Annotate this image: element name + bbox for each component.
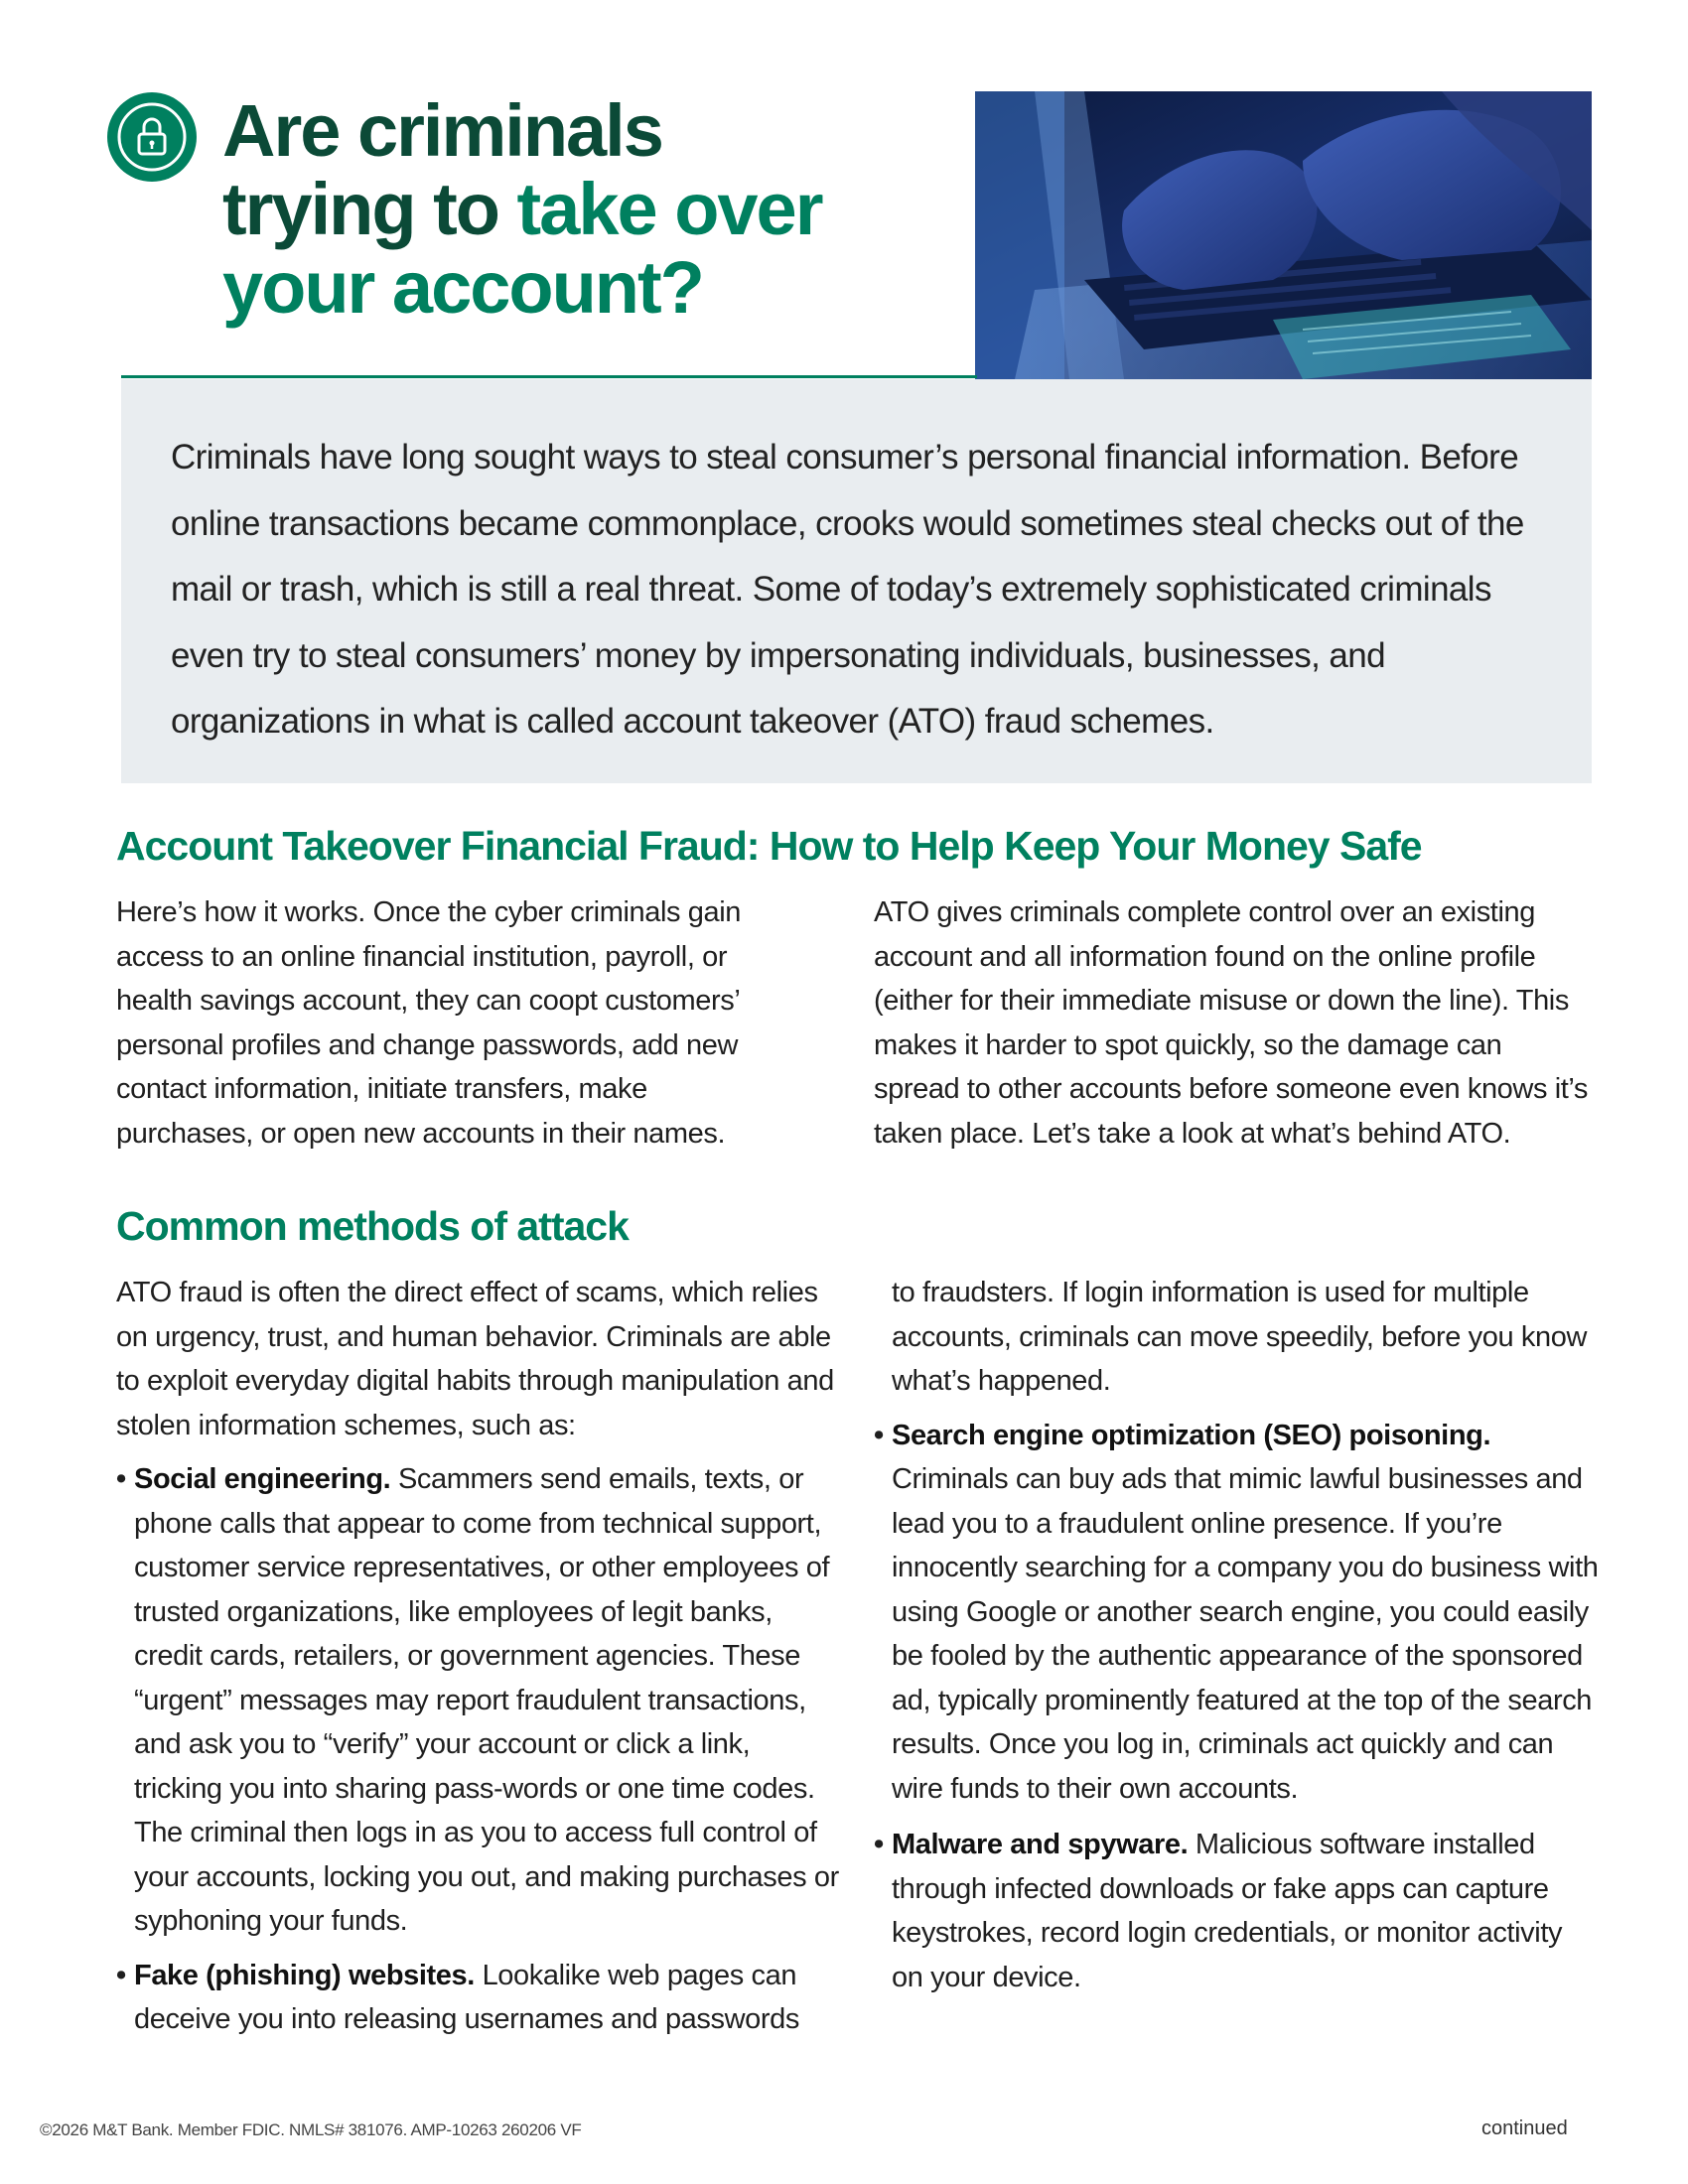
- footer-legal: ©2026 M&T Bank. Member FDIC. NMLS# 381076. AMP-10263 260206 VF: [40, 2120, 582, 2139]
- intro-text: Criminals have long sought ways to steal consumer’s personal financial information. Before online transactions became commonplace, crooks would sometimes steal checks out of the mail or trash, which is still a real threat. Some of today’s extremely sophisticated criminals even try to steal consumers’ money by impersonating individuals, businesses, and organizations in what is called account takeover (ATO) fraud schemes.: [171, 438, 1524, 741]
- bullet-title: Social engineering.: [134, 1463, 391, 1495]
- section1-column-right: [874, 890, 1589, 1156]
- hacker-typing-laptop-photo: [975, 91, 1592, 379]
- section1-paragraph-right: ATO gives criminals complete control over an existing account and all information found on the online profile (either for their immediate misuse or down the line). This makes it harder to spot quickly, so the damage can spread to other accounts before someone even knows it’s taken place. Let’s take a look at what’s behind ATO.: [874, 896, 1589, 1150]
- section1-column-left: [116, 890, 791, 1156]
- bullet-text: Lookalike web pages can deceive you into releasing usernames and passwords: [134, 1959, 799, 2035]
- title-line-2: [222, 170, 917, 248]
- title-line-2-prefix: trying to: [222, 168, 517, 250]
- bullet-dot: •: [116, 1959, 126, 1991]
- bullet-dot: •: [116, 1463, 126, 1495]
- section-heading-attack: Common methods of attack: [116, 1203, 629, 1249]
- bullet-phishing: [116, 1954, 841, 2042]
- bullet-text: Malicious software installed through infected downloads or fake apps can capture keystrokes, record login credentials, or monitor activity on your device.: [892, 1829, 1563, 1993]
- phishing-continued: to fraudsters. If login information is used for multiple accounts, criminals can move speedily, before you know what’s happened.: [892, 1277, 1587, 1397]
- title-line-3: your account?: [222, 246, 703, 329]
- header-divider: [121, 375, 977, 378]
- lock-badge: [107, 92, 197, 182]
- bullet-title: Search engine optimization (SEO) poisoning.: [892, 1419, 1491, 1451]
- lock-icon: [107, 92, 197, 182]
- section2-column-right: [874, 1271, 1599, 1999]
- bullet-dot: •: [874, 1419, 884, 1451]
- bullet-malware: [874, 1823, 1599, 1999]
- section-heading-ato: Account Takeover Financial Fraud: How to Help Keep Your Money Safe: [116, 823, 1422, 869]
- page-title: [222, 91, 917, 327]
- section2-column-left: [116, 1271, 841, 2042]
- bullet-social-engineering: [116, 1457, 841, 1944]
- intro-box: [121, 379, 1592, 783]
- bullet-title: Malware and spyware.: [892, 1829, 1189, 1860]
- hero-image: [975, 91, 1592, 379]
- bullet-seo-poisoning: [874, 1414, 1599, 1812]
- bullet-title: Fake (phishing) websites.: [134, 1959, 475, 1991]
- title-accent: take over: [516, 168, 822, 250]
- section2-intro: ATO fraud is often the direct effect of scams, which relies on urgency, trust, and human behavior. Criminals are able to exploit everyday digital habits through manipulation and stolen information schemes, such as:: [116, 1277, 834, 1441]
- title-line-1: Are criminals: [222, 89, 662, 172]
- section1-paragraph-left: Here’s how it works. Once the cyber criminals gain access to an online financial institution, payroll, or health savings account, they can coopt customers’ personal profiles and change passwords, add new contact information, initiate transfers, make purchases, or open new accounts in their names.: [116, 896, 741, 1150]
- bullet-text: Scammers send emails, texts, or phone calls that appear to come from technical support, customer service representatives, or other employees of trusted organizations, like employees of legit banks, credit cards, retailers, or government agencies. These “urgent” messages may report fraudulent transactions, and ask you to “verify” your account or click a link, tricking you into sharing pass-words or one time codes. The criminal then logs in as you to access full control of your accounts, locking you out, and making purchases or syphoning your funds.: [134, 1463, 839, 1937]
- bullet-text: Criminals can buy ads that mimic lawful businesses and lead you to a fraudulent online presence. If you’re innocently searching for a company you do business with using Google or another search engine, you could easily be fooled by the authentic appearance of the sponsored ad, typically prominently featured at the top of the search results. Once you log in, criminals act quickly and can wire funds to their own accounts.: [892, 1463, 1599, 1805]
- bullet-dot: •: [874, 1829, 884, 1860]
- footer-continued: continued: [1481, 2117, 1568, 2139]
